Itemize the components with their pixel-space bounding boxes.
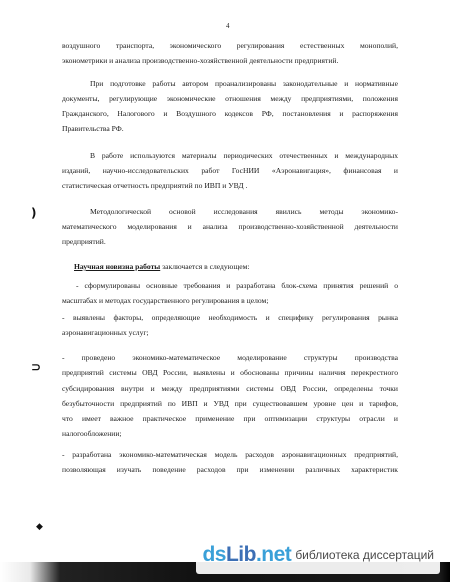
text-line: При подготовке работы автором проанализированы законодательные и нормативные <box>90 79 398 88</box>
text-line: Правительства РФ. <box>62 124 124 133</box>
text-line: математического моделирования и анализа производственно-хозяйственной деятельности <box>62 222 398 231</box>
scan-mark: ⊃ <box>31 360 42 374</box>
novelty-heading: Научная новизна работы <box>74 262 161 271</box>
novelty-text: заключается в следующем: <box>162 262 250 271</box>
watermark-logo: dsLib.net <box>202 543 292 566</box>
text-line: - выявлены факторы, определяющие необходимость и специфику регулирования рынка <box>62 313 398 322</box>
scan-mark: ) <box>31 206 37 220</box>
text-line: изданий, научно-исследовательских работ ГосНИИ «Аэронавигация», финансовая и <box>62 166 398 175</box>
text-line: масштабах и методах государственного регулирования в целом; <box>62 296 269 305</box>
text-line: безубыточности предприятий по ИВП и УВД при существовавшем уровне цен и тарифов, <box>62 399 398 408</box>
text-line: - сформулированы основные требования и разработана блок-схема принятия решений о <box>76 281 398 290</box>
text-line: статистическая отчетность предприятий по ИВП и УВД . <box>62 181 248 190</box>
text-line: Методологической основой исследования явились методы экономико- <box>90 207 398 216</box>
text-line: аэронавигационных услуг; <box>62 328 149 337</box>
text-line: позволяющая изучать поведение расходов при изменении различных характеристик <box>62 465 398 474</box>
text-line: налогообложении; <box>62 429 122 438</box>
scan-mark: ◆ <box>36 522 43 532</box>
text-line: - проведено экономико-математическое моделирование структуры производства <box>62 353 398 362</box>
text-line: документы, регулирующие экономические отношения между предприятиями, положения <box>62 94 398 103</box>
text-line: В работе используются материалы периодических отечественных и международных <box>90 151 398 160</box>
page-number: 4 <box>226 22 230 30</box>
text-line: эконометрики и анализа производственно-хозяйственной деятельности предприятий. <box>62 56 339 65</box>
text-line: Гражданского, Налогового и Воздушного кодексов РФ, постановления и распоряжения <box>62 109 398 118</box>
text-line: субсидирования внутри и между предприятиями системы ОВД России, определены точки <box>62 384 398 393</box>
text-line: предприятий. <box>62 237 106 246</box>
text-line: предприятий системы ОВД России, выявлены и обоснованы причины наличия перекрестного <box>62 368 398 377</box>
watermark <box>196 536 440 574</box>
text-line: - разработана экономико-математическая модель расходов аэронавигационных предприятий, <box>62 450 398 459</box>
text-line: что имеет важное практическое применение при оптимизации структуры отрасли и <box>62 414 398 423</box>
text-line: воздушного транспорта, экономического регулирования естественных монополий, <box>62 41 398 50</box>
watermark-subtitle: библиотека диссертаций <box>295 548 434 562</box>
novelty-line <box>74 262 398 271</box>
